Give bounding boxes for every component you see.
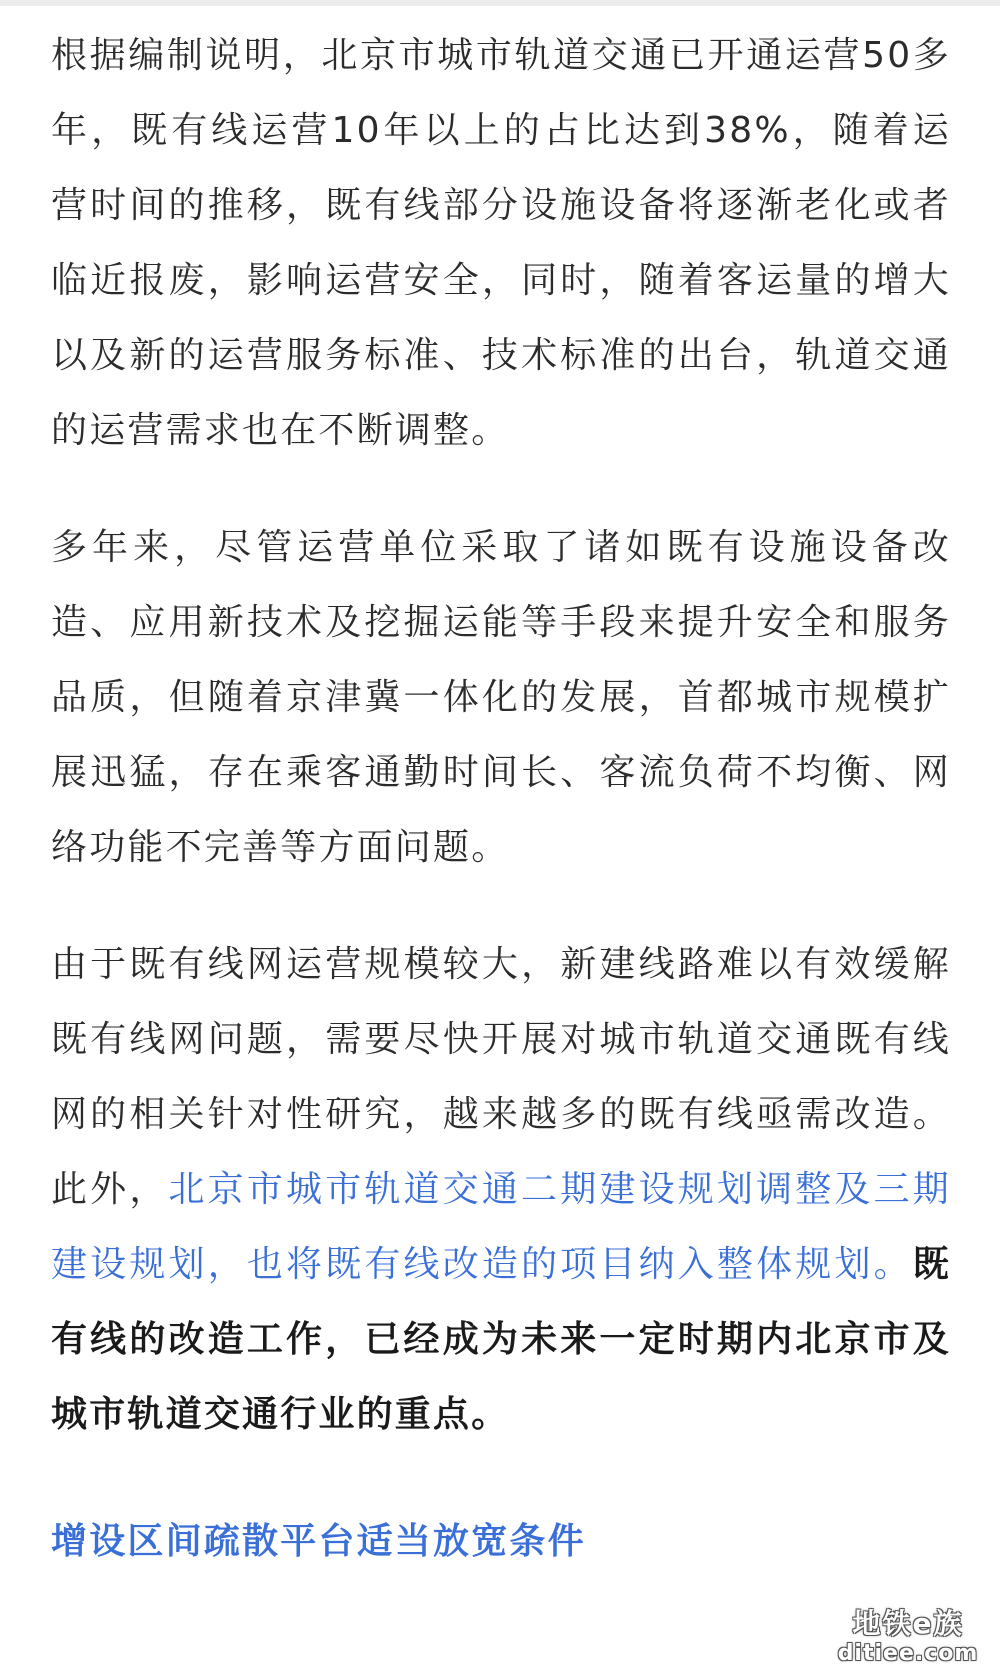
- top-divider: [0, 0, 1000, 6]
- paragraph-3: [51, 927, 951, 1452]
- article-body: [51, 18, 951, 1579]
- paragraph-1: 根据编制说明，北京市城市轨道交通已开通运营50多年，既有线运营10年以上的占比达到38%，随着运营时间的推移，既有线部分设施设备将逐渐老化或者临近报废，影响运营安全，同时，随着客运量的增大以及新的运营服务标准、技术标准的出台，轨道交通的运营需求也在不断调整。: [51, 35, 951, 451]
- paragraph-3-emphasis: 既有线的改造工作，已经成为未来一定时期内北京市及城市轨道交通行业的重点。: [51, 1244, 951, 1435]
- planning-link[interactable]: 北京市城市轨道交通二期建设规划调整及三期建设规划，也将既有线改造的项目纳入整体规划。: [51, 1169, 951, 1285]
- watermark-line-2: ditiee.com: [837, 1641, 979, 1666]
- paragraph-3-intro: 由于既有线网运营规模较大，新建线路难以有效缓解既有线网问题，需要尽快开展对城市轨道交通既有线网的相关针对性研究，越来越多的既有线亟需改造。此外，: [51, 944, 951, 1210]
- watermark-line-1: 地铁e族: [852, 1607, 964, 1640]
- watermark-logo: [828, 1607, 988, 1667]
- section-heading: 增设区间疏散平台适当放宽条件: [51, 1521, 586, 1562]
- paragraph-2: 多年来，尽管运营单位采取了诸如既有设施设备改造、应用新技术及挖掘运能等手段来提升安全和服务品质，但随着京津冀一体化的发展，首都城市规模扩展迅猛，存在乘客通勤时间长、客流负荷不均衡、网络功能不完善等方面问题。: [51, 527, 951, 868]
